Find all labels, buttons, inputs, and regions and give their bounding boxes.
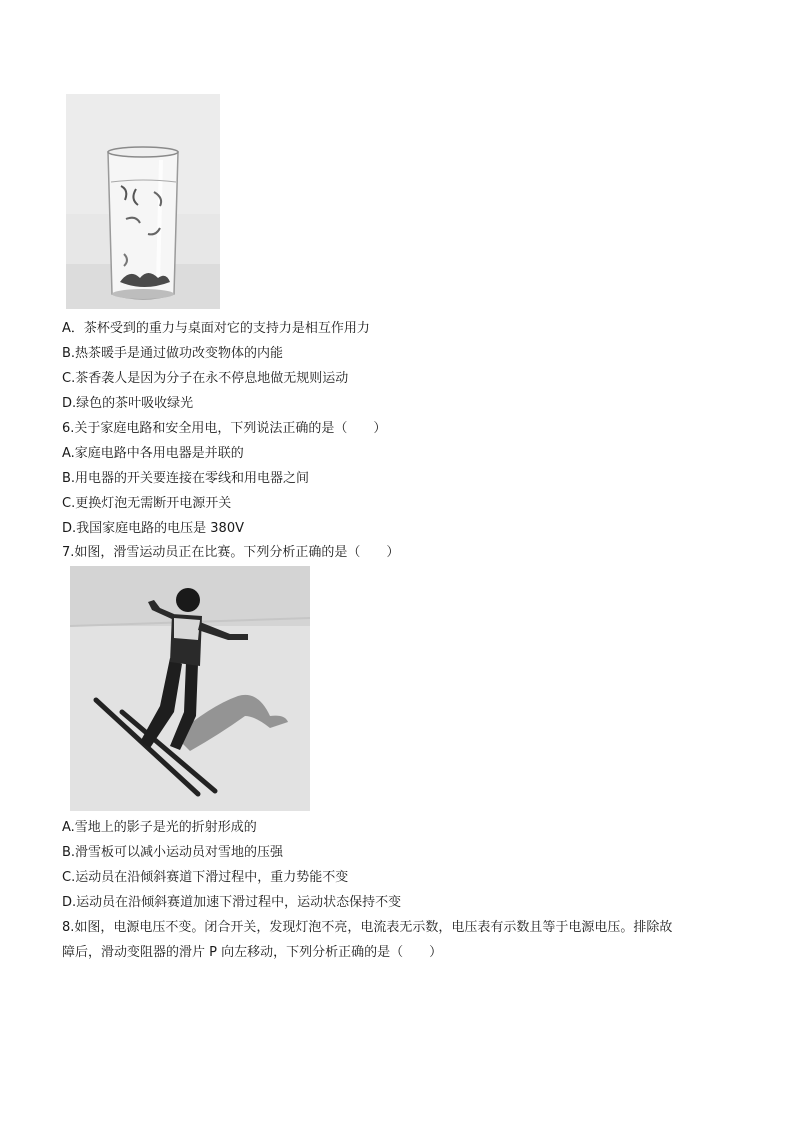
q5-option-c: C.茶香袭人是因为分子在永不停息地做无规则运动	[62, 371, 349, 386]
tea-glass-photo	[66, 94, 220, 309]
q7-option-d: D.运动员在沿倾斜赛道加速下滑过程中，运动状态保持不变	[62, 895, 402, 910]
q7-stem: 7.如图，滑雪运动员正在比赛。下列分析正确的是（ ）	[62, 545, 400, 560]
q6-option-b: B.用电器的开关要连接在零线和用电器之间	[62, 471, 310, 486]
q7-option-b: B.滑雪板可以减小运动员对雪地的压强	[62, 845, 284, 860]
q6-option-d: D.我国家庭电路的电压是 380V	[62, 521, 244, 536]
q5-option-d: D.绿色的茶叶吸收绿光	[62, 396, 194, 411]
q7-option-c: C.运动员在沿倾斜赛道下滑过程中，重力势能不变	[62, 870, 349, 885]
q7-option-a: A.雪地上的影子是光的折射形成的	[62, 820, 257, 835]
q8-stem-line2: 障后，滑动变阻器的滑片 P 向左移动，下列分析正确的是（ ）	[62, 945, 443, 960]
q5-option-a: A．茶杯受到的重力与桌面对它的支持力是相互作用力	[62, 321, 370, 336]
q6-option-a: A.家庭电路中各用电器是并联的	[62, 446, 244, 461]
q6-option-c: C.更换灯泡无需断开电源开关	[62, 496, 232, 511]
skier-photo	[70, 566, 310, 811]
q8-stem-line1: 8.如图，电源电压不变。闭合开关，发现灯泡不亮，电流表无示数，电压表有示数且等于电源电压。排除故	[62, 920, 673, 935]
q5-option-b: B.热茶暖手是通过做功改变物体的内能	[62, 346, 284, 361]
q6-stem: 6.关于家庭电路和安全用电，下列说法正确的是（ ）	[62, 421, 387, 436]
